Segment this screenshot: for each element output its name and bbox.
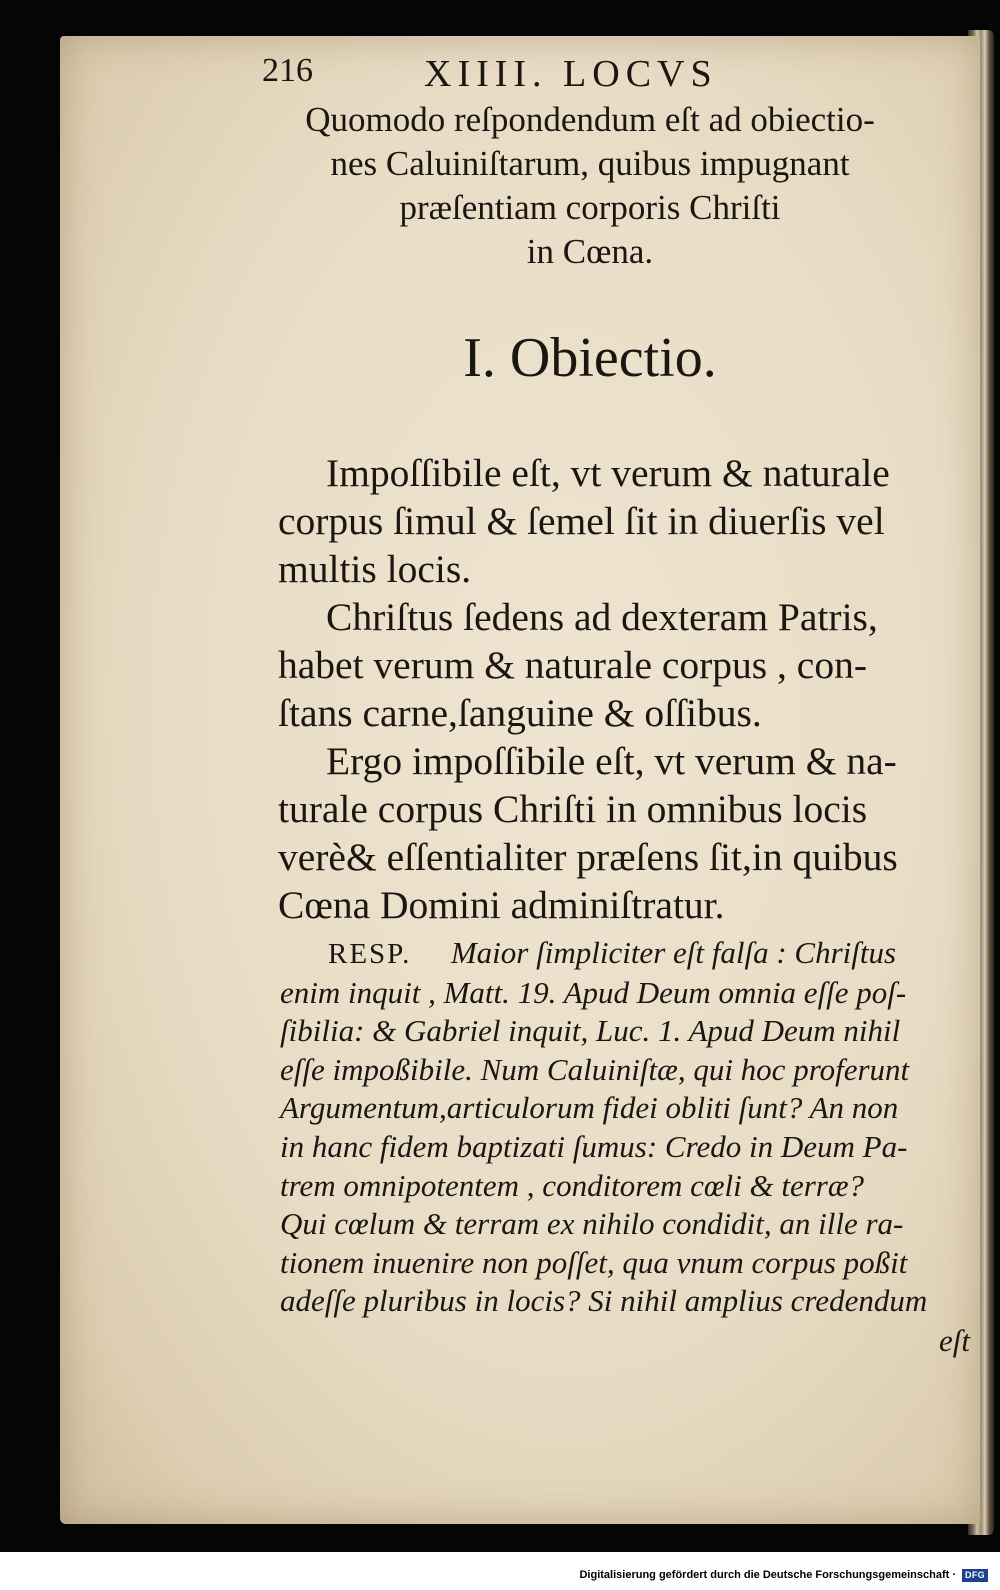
text-line: ſtans carne,ſanguine & oſſibus. [278, 691, 762, 735]
funding-credit: Digitalisierung gefördert durch die Deutsche Forschungsgemeinschaft · [579, 1569, 956, 1581]
text-line: Cœna Domini adminiſtratur. [278, 883, 725, 927]
running-head [262, 52, 802, 102]
text-line: trem omnipotentem , conditorem cœli & terræ? [280, 1167, 865, 1203]
text-line: Qui cœlum & terram ex nihilo condidit, an ille ra- [280, 1206, 904, 1242]
response-text [280, 934, 980, 1321]
text-line: in hanc fidem baptizati ſumus: Credo in Deum Pa- [280, 1128, 908, 1164]
section-title: I. Obiectio. [463, 327, 717, 389]
text-line: verè& eſſentialiter præſens ſit,in quibus [278, 835, 898, 879]
text-line: enim inquit , Matt. 19. Apud Deum omnia eſſe poſ- [280, 974, 907, 1010]
text-line: Impoſſibile eſt, vt verum & naturale [326, 451, 890, 495]
paper-page [60, 36, 980, 1524]
objection-text [278, 449, 978, 929]
heading-line: præſentiam corporis Chriſti [399, 188, 781, 227]
text-line: eſſe impoßibile. Num Caluiniſtæ, qui hoc proferunt [280, 1051, 910, 1087]
text-line: multis locis. [278, 547, 472, 591]
heading-line: in Cœna. [526, 232, 654, 271]
text-line: adeſſe pluribus in locis? Si nihil amplius credendum [280, 1283, 928, 1319]
text-line: habet verum & naturale corpus , con- [278, 643, 867, 687]
heading-line: nes Caluiniſtarum, quibus impugnant [330, 144, 850, 183]
response-first-line [280, 934, 980, 974]
digitization-footer [0, 1552, 1000, 1590]
text-line: Ergo impoſſibile eſt, vt verum & na- [326, 739, 897, 783]
text-line: Chriſtus ſedens ad dexteram Patris, [326, 595, 878, 639]
text-line: tionem inuenire non poſſet, qua vnum corpus poßit [280, 1244, 908, 1280]
text-line: corpus ſimul & ſemel ſit in diuerſis vel [278, 499, 885, 543]
response-label: RESP. [328, 938, 412, 970]
text-line: turale corpus Chriſti in omnibus locis [278, 787, 868, 831]
page-number: 216 [262, 52, 313, 89]
text-line: Maior ſimpliciter eſt falſa : Chriſtus [450, 935, 897, 970]
text-line: ſibilia: & Gabriel inquit, Luc. 1. Apud Deum nihil [280, 1013, 901, 1049]
catchword: eſt [939, 1323, 970, 1358]
heading-line: Quomodo reſpondendum eſt ad obiectio- [305, 100, 875, 139]
dfg-logo: DFG [962, 1569, 988, 1582]
chapter-heading [210, 98, 970, 274]
running-head-title: XIIII. LOCVS [424, 53, 718, 95]
text-line: Argumentum,articulorum fidei obliti ſunt? An non [280, 1090, 899, 1126]
